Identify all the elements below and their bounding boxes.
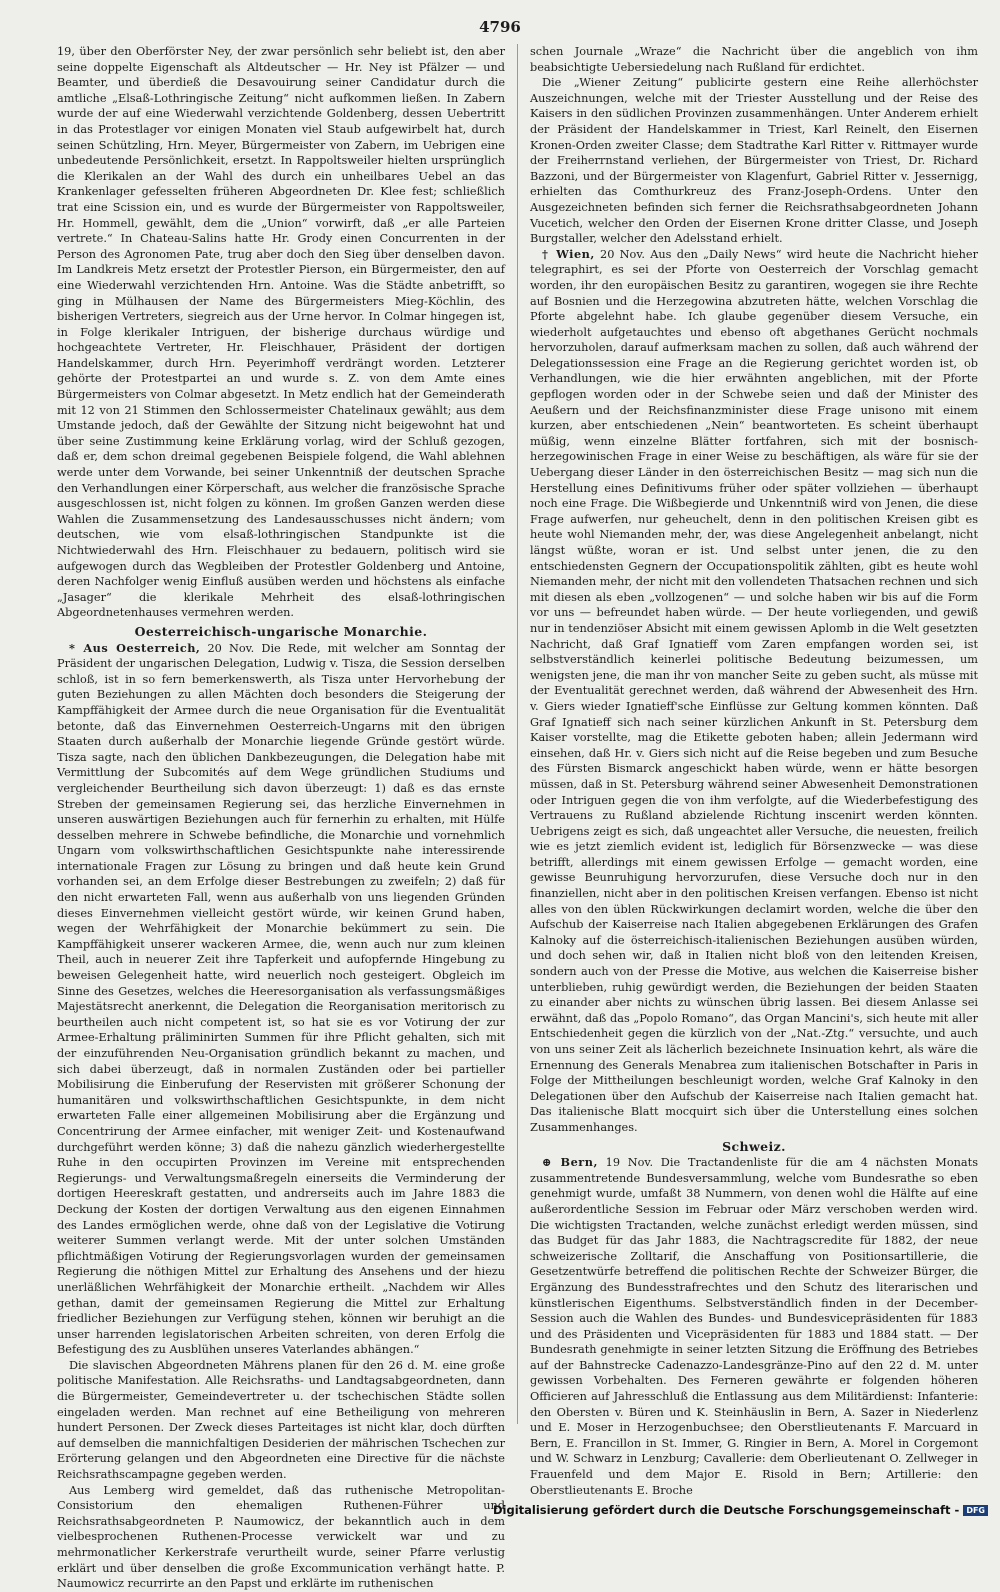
article-text: 19 Nov. Die Tractandenliste für die am 4 nächsten Monats zusammentretende Bundesversammlung, welche vom Bundesrathe so eben genehmigt wurde, umfaßt 38 Nummern, von denen wohl die Hälfte auf eine außerordentliche Session im Februar oder März verschoben werden wird. Die wichtigsten Tractanden, welche zunächst erledigt werden müssen, sind das Budget für das Jahr 1883, die Nachtragscredite für 1882, der neue schweizerische Zolltarif, die Anschaffung von Positionsartillerie, die Gesetzentwürfe betreffend die politischen Rechte der Schweizer Bürger, die Ergänzung des Bundesstrafrechtes und den Schutz des literarischen und künstlerischen Eigenthums. Selbstverständlich finden in der December-Session auch die Wahlen des Bundes- und Bundesvicepräsidenten für 1883 und des Präsidenten und Vicepräsidenten für 1883 und 1884 statt. — Der Bundesrath genehmigte in seiner letzten Sitzung die Eröffnung des Betriebes auf der Bahnstrecke Cadenazzo-Landesgränze-Pino auf den 22 d. M. unter gewissen Vorbehalten. Des Ferneren gewährte er folgenden höheren Officieren auf Jahresschluß die Entlassung aus dem Militärdienst: Infanterie: den Obersten v. Büren und K. Steinhäuslin in Bern, A. Sazer in Niederlenz und E. Moser in Herzogenbuchsee; den Oberstlieutenants F. Marcuard in Bern, E. Francillon in St. Immer, G. Ringier in Bern, A. Morel in Corgemont und W. Schwarz in Lenzburg; Cavallerie: dem Oberlieutenant O. Zellweger in Frauenfeld und dem Major E. Risold in Bern; Artillerie: den Oberstlieutenants E. Broche: [530, 1156, 978, 1497]
dateline: ⊕ Bern,: [542, 1155, 598, 1170]
article-paragraph: schen Journale „Wraze“ die Nachricht über die angeblich von ihm beabsichtigte Uebersiedelung nach Rußland für erdichtet.: [530, 45, 978, 74]
left-column: [57, 44, 505, 1591]
article-paragraph: 19, über den Oberförster Ney, der zwar persönlich sehr beliebt ist, den aber seine doppelte Eigenschaft als Altdeutscher — Hr. Ney ist Pfälzer — und Beamter, und überdieß die Desavouirung seiner Candidatur durch die amtliche „Elsaß-Lothringische Zeitung“ nicht aufkommen ließen. In Zabern wurde der auf eine Wiederwahl verzichtende Goldenberg, dessen Uebertritt in das Protestlager vor einigen Monaten viel Staub aufgewirbelt hat, durch seinen Schützling, Hrn. Meyer, Bürgermeister von Zabern, im Uebrigen eine unbedeutende Persönlichkeit, ersetzt. In Rappoltsweiler hielten ursprünglich die Klerikalen an der Wahl des durch ein unheilbares Uebel an das Krankenlager gefesselten früheren Abgeordneten Dr. Klee fest; schließlich trat eine Scission ein, und es wurde der Bürgermeister von Rappoltsweiler, Hr. Hommell, gewählt, dem die „Union“ vorwirft, daß „er alle Parteien vertrete.“ In Chateau-Salins hatte Hr. Grody einen Concurrenten in der Person des Agronomen Pate, trug aber doch den Sieg über denselben davon. Im Landkreis Metz ersetzt der Protestler Pierson, ein Bürgermeister, den auf eine Wiederwahl verzichtenden Hrn. Antoine. Was die Städte anbetrifft, so ging in Mülhausen der Name des Bürgermeisters Mieg-Köchlin, des bisherigen Vertreters, siegreich aus der Urne hervor. In Colmar hingegen ist, in Folge klerikaler Intriguen, der bisherige durchaus würdige und hochgeachtete Vertreter, Hr. Fleischhauer, Präsident der dortigen Handelskammer, durch Hrn. Peyerimhoff verdrängt worden. Letzterer gehörte der Protestpartei an und wurde s. Z. von dem Amte eines Bürgermeisters von Colmar abgesetzt. In Metz endlich hat der Gemeinderath mit 12 von 21 Stimmen den Schlossermeister Chatelinaux gewählt; aus dem Umstande jedoch, daß der Gewählte der Sitzung nicht beigewohnt hat und über seine Zustimmung keine Erklärung vorlag, wird der Schluß gezogen, daß er, dem schon dreimal gegebenen Beispiele folgend, die Wahl ablehnen werde unter dem Vorwande, bei seiner Unkenntniß der deutschen Sprache den Verhandlungen einer Körperschaft, aus welcher die französische Sprache ausgeschlossen ist, nicht folgen zu können. Im großen Ganzen werden diese Wahlen die Zusammensetzung des Landesausschusses nicht ändern; vom deutschen, wie vom elsaß-lothringischen Standpunkte ist die Nichtwiederwahl des Hrn. Fleischhauer zu bedauern, politisch wird sie aufgewogen durch das Wegbleiben der Protestler Goldenberg und Antoine, deren Nachfolger wenig Einfluß ausüben werden und höchstens als einfache „Jasager“ die klerikale Mehrheit des elsaß-lothringischen Abgeordnetenhauses vermehren werden.: [57, 45, 505, 620]
page-number: 4796: [479, 18, 521, 36]
article-paragraph: Aus Lemberg wird gemeldet, daß das ruthenische Metropolitan-Consistorium den ehemaligen Ruthenen-Führer und Reichsrathsabgeordneten P. Naumowicz, der bekanntlich auch in dem vielbesprochenen Ruthenen-Processe verwickelt war und zu mehrmonatlicher Kerkerstrafe verurtheilt wurde, seiner Pfarre verlustig erklärt und über denselben die große Excommunication verhängt hatte. P. Naumowicz recurrirte an den Papst und erklärte im ruthenischen: [57, 1483, 505, 1591]
column-divider: [517, 44, 518, 1424]
right-column: [530, 44, 978, 1497]
article-text: 20 Nov. Die Rede, mit welcher am Sonntag der Präsident der ungarischen Delegation, Ludwig v. Tisza, die Session derselben schloß, ist in so fern bemerkenswerth, als Tisza unter Hervorhebung der guten Beziehungen zu allen Mächten doch besonders die Steigerung der Kampffähigkeit der Armee durch die neue Organisation für die Eventualität betonte, daß das Einvernehmen Oesterreich-Ungarns mit den übrigen Staaten durch außerhalb der Monarchie liegende Gründe gestört würde. Tisza sagte, nach den üblichen Dankbezeugungen, die Delegation habe mit Vermittlung der Subcomités auf dem Wege gründlichen Studiums und vergleichender Beurtheilung sich davon überzeugt: 1) daß es das ernste Streben der gemeinsamen Regierung sei, das herzliche Einvernehmen in unseren auswärtigen Beziehungen auch für fernerhin zu erhalten, mit Hülfe desselben mehrere in Schwebe befindliche, die Monarchie und vornehmlich Ungarn vom volkswirthschaftlichen Gesichtspunkte nahe interessirende internationale Fragen zur Lösung zu bringen und daß heute kein Grund vorhanden sei, an dem Erfolge dieser Bestrebungen zu zweifeln; 2) daß für den nicht erwarteten Fall, wenn aus außerhalb von uns liegenden Gründen dieses Einvernehmen vielleicht gestört würde, wir keinen Grund haben, wegen der Wehrfähigkeit der Monarchie bekümmert zu sein. Die Kampffähigkeit unserer wackeren Armee, die, wenn auch nur zum kleinen Theil, auch in neuerer Zeit ihre Tapferkeit und aufopfernde Hingebung zu beweisen Gelegenheit hatte, wird neuerlich noch gesteigert. Obgleich im Sinne des Gesetzes, welches die Heeresorganisation als verfassungsmäßiges Majestätsrecht anerkennt, die Delegation die Reorganisation meritorisch zu beurtheilen auch nicht competent ist, so hat sie es vor Votirung der zur Armee-Erhaltung präliminirten Summen für ihre Pflicht gehalten, sich mit der einzuführenden Neu-Organisation gründlich bekannt zu machen, und sich dabei überzeugt, daß in normalen Zuständen oder bei partieller Mobilisirung die Einberufung der Reservisten mit größerer Schonung der humanitären und volkswirthschaftlichen Gesichtspunkte, in dem nicht erwarteten Falle einer allgemeinen Mobilisirung aber die Ergänzung und Concentrirung der Armee einfacher, mit weniger Zeit- und Kostenaufwand durchgeführt werden könne; 3) daß die nahezu gänzlich wiederhergestellte Ruhe in den occupirten Provinzen im Vereine mit entsprechenden Regierungs- und Verwaltungsmaßregeln einerseits die Verminderung der dortigen Heereskraft gestatten, und andrerseits auch im Jahre 1883 die Deckung der Kosten der dortigen Verwaltung aus den eigenen Einnahmen des Landes ermöglichen werde, ohne daß von der Legislative die Votirung weiterer Summen verlangt werde. Mit der unter solchen Umständen pflichtmäßigen Votirung der Regierungsvorlagen wurden der gemeinsamen Regierung die nöthigen Mittel zur Erhaltung des Ansehens und der hiezu unerläßlichen Wehrfähigkeit der Monarchie ertheilt. „Nachdem wir Alles gethan, damit der gemeinsamen Regierung die Mittel zur Erhaltung friedlicher Beziehungen zur Verfügung stehen, können wir beruhigt an die unser harrenden legislatorischen Arbeiten schreiten, von deren Erfolg die Befestigung des zu Ausblühen unseres Vaterlandes abhängen.“: [57, 641, 505, 1357]
section-heading-austria: Oesterreichisch-ungarische Monarchie.: [134, 623, 428, 639]
article-paragraph: Die „Wiener Zeitung“ publicirte gestern eine Reihe allerhöchster Auszeichnungen, welche mit der Triester Ausstellung und der Reise des Kaisers in den südlichen Provinzen zusammenhängen. Unter Anderem erhielt der Präsident der Handelskammer in Triest, Karl Reinelt, den Eisernen Kronen-Orden zweiter Classe; dem Stadtrathe Karl Ritter v. Rittmayer wurde der Freiherrnstand verliehen, der Bürgermeister von Triest, Dr. Richard Bazzoni, und der Bürgermeister von Klagenfurt, Gabriel Ritter v. Jessernigg, erhielten das Comthurkreuz des Franz-Joseph-Ordens. Unter den Ausgezeichneten befinden sich ferner die Reichsrathsabgeordneten Johann Vucetich, welcher den Orden der Eisernen Krone dritter Classe, und Joseph Burgstaller, welcher den Adelsstand erhielt.: [530, 76, 978, 246]
dateline: † Wien,: [542, 246, 595, 261]
section-heading-switzerland: Schweiz.: [722, 1138, 786, 1154]
article-text: 20 Nov. Aus den „Daily News“ wird heute die Nachricht hieher telegraphirt, es sei der Pforte von Oesterreich der Vorschlag gemacht worden, ihr den europäischen Besitz zu garantiren, wogegen sie ihre Rechte auf Bosnien und die Herzegowina abzutreten hätte, welchen Vorschlag die Pforte abgelehnt habe. Ich glaube gegenüber diesem Versuche, ein wiederholt aufgetauchtes und ebenso oft abgethanes Gerücht nochmals hervorzuholen, darauf aufmerksam machen zu sollen, daß auch während der Delegationssession eine Frage an die Regierung gerichtet worden ist, ob Verhandlungen, wie die hier erwähnten angeblichen, mit der Pforte gepflogen worden oder in der Schwebe seien und daß der Minister des Aeußern und der Reichsfinanzminister diese Frage unisono mit einem kurzen, aber entschiedenen „Nein“ beantworteten. Es scheint überhaupt müßig, wenn einzelne Blätter fortfahren, sich mit der bosnisch-herzegowinischen Frage in einer Weise zu beschäftigen, als wäre für sie der Uebergang dieser Länder in den österreichischen Besitz — mag sich nun die Herstellung eines Definitivums früher oder später vollziehen — überhaupt noch eine Frage. Die Wißbegierde und Unkenntniß wird von Jenen, die diese Frage aufwerfen, nur geheuchelt, denn in den politischen Kreisen gibt es heute wohl Niemanden mehr, der, was diese Angelegenheit anbelangt, nicht längst wüßte, woran er ist. Und selbst unter jenen, die zu den entschiedensten Gegnern der Occupationspolitik zählten, gibt es heute wohl Niemanden mehr, der nicht mit den vollendeten Thatsachen rechnen und sich mit diesen als eben „vollzogenen“ — und solche haben wir bis auf die Form vor uns — befreundet haben würde. — Der heute vorliegenden, und gewiß nur in tendenziöser Absicht mit einem gewissen Aplomb in die Welt gesetzten Nachricht, daß Graf Ignatieff vom Zaren empfangen worden sei, ist selbstverständlich keinerlei politische Bedeutung beizumessen, um wenigsten jene, die man ihr von mancher Seite zu geben sucht, als müsse mit der Eventualität gerechnet werden, daß während der Abwesenheit des Hrn. v. Giers wieder Ignatieff'sche Einflüsse zur Geltung kommen könnten. Daß Graf Ignatieff sich nach seiner kürzlichen Ankunft in St. Petersburg dem Kaiser vorstellte, mag die Etikette geboten haben; allein Jedermann wird einsehen, daß Hr. v. Giers sich nicht auf die Reise begeben und zum Besuche des Fürsten Bismarck angeschickt haben würde, wenn er hätte besorgen müssen, daß in St. Petersburg während seiner Abwesenheit Demonstrationen oder Intriguen gegen die von ihm verfolgte, auf die Wiederbefestigung des Vertrauens zu Rußland abzielende Richtung inscenirt werden könnten. Uebrigens zeigt es sich, daß ungeachtet aller Versuche, die neuesten, freilich wie es jetzt ziemlich evident ist, lediglich für Börsenzwecke — was diese betrifft, allerdings mit einem gewissen Erfolge — gemacht worden, eine gewisse Beunruhigung hervorzurufen, diese Versuche doch nur in den finanziellen, nicht aber in den politischen Kreisen verfangen. Ebenso ist nicht alles von den üblen Rückwirkungen declamirt worden, welche die über den Aufschub der Kaiserreise nach Italien abgegebenen Erklärungen des Grafen Kalnoky auf die österreichisch-italienischen Beziehungen ausüben würden, und doch sehen wir, daß in Italien nicht bloß von den leitenden Kreisen, sondern auch von der Presse die Motive, aus welchen die Kaiserreise bisher unterblieben, ruhig gewürdigt werden, die Beziehungen der beiden Staaten zu einander aber nichts zu wünschen übrig lassen. Bei diesem Anlasse sei erwähnt, daß das „Popolo Romano“, das Organ Mancini's, sich heute mit aller Entschiedenheit gegen die kürzlich von der „Nat.-Ztg.“ versuchte, und auch von uns seiner Zeit als lächerlich bezeichnete Insinuation kehrt, als wäre die Ernennung des Generals Menabrea zum italienischen Botschafter in Paris in Folge der Mittheilungen beschleunigt worden, welche Graf Kalnoky in den Delegationen über den Aufschub der Kaiserreise nach Italien gemacht hat. Das italienische Blatt mocquirt sich über die Unterstellung eines solchen Zusammenhanges.: [530, 247, 978, 1134]
article-paragraph: Die slavischen Abgeordneten Mährens planen für den 26 d. M. eine große politische Manifestation. Alle Reichsraths- und Landtagsabgeordneten, dann die Bürgermeister, Gemeindevertreter u. der tschechischen Städte sollen eingeladen werden. Man rechnet auf eine Betheiligung von mehreren hundert Personen. Der Zweck dieses Parteitages ist nicht klar, doch dürften auf demselben die mannichfaltigen Desiderien der mährischen Tschechen zur Erörterung gelangen und den Abgeordneten eine Directive für die nächste Reichsrathscampagne gegeben werden.: [57, 1358, 505, 1482]
article-paragraph: [530, 247, 978, 1136]
footer-credit: [493, 1503, 988, 1517]
dateline: * Aus Oesterreich,: [69, 640, 201, 655]
article-paragraph: [530, 1155, 978, 1498]
dfg-logo: DFG: [963, 1505, 988, 1516]
footer-text: Digitalisierung gefördert durch die Deutsche Forschungsgemeinschaft -: [492, 1503, 960, 1517]
article-paragraph: [57, 641, 505, 1358]
